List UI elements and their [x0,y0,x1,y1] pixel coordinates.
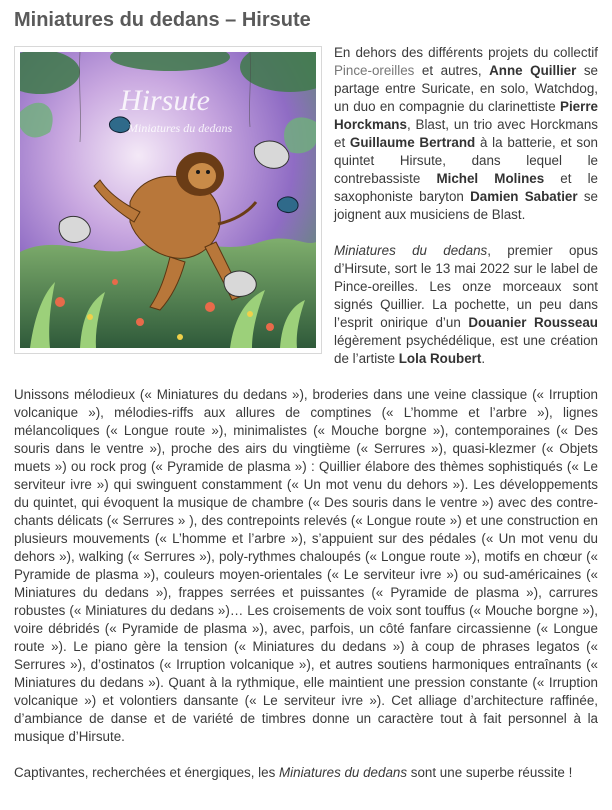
cover-album-name: Miniatures du dedans [128,121,233,135]
text-segment: En dehors des différents projets du collectif [334,45,598,60]
name-damien-sabatier: Damien Sabatier [470,189,578,204]
name-douanier-rousseau: Douanier Rousseau [468,315,598,330]
page-title: Miniatures du dedans – Hirsute [14,9,311,31]
name-michel-molines: Michel Molines [436,171,545,186]
text-segment: Captivantes, recherchées et énergiques, les [14,765,279,780]
name-anne-quillier: Anne Quillier [489,63,577,78]
name-lola-roubert: Lola Roubert [398,351,482,366]
conclusion-paragraph [14,764,598,782]
text-segment: . [481,351,486,366]
text-segment: et le saxophoniste baryton [334,171,598,204]
album-cover-illustration [20,52,316,348]
name-pierre-horckmans: Pierre Horckmans [334,99,598,132]
text-segment: sont une superbe réussite ! [407,765,573,780]
text-segment: à la batterie, et son quintet Hirsute, dans lequel le contrebassiste [334,135,598,186]
article-body [14,44,598,782]
name-guillaume-bertrand: Guillaume Bertrand [349,135,476,150]
text-segment: légèrement psychédélique, est une création de l’artiste [334,333,598,366]
pince-oreilles-link[interactable]: Pince-oreilles [334,63,415,78]
text-segment: se partage entre Suricate, en solo, Watchdog, un duo en compagnie du clarinettiste [334,63,599,114]
text-segment: , Blast, un trio avec Horckmans et [334,117,598,150]
text-segment: se joignent aux musiciens de Blast. [334,189,598,222]
review-paragraph: Unissons mélodieux (« Miniatures du dedans »), broderies dans une veine classique (« Irruption volcanique »), mélodies-riffs aux allures de comptines (« L’homme et l’arbre »), lignes mélancoliques (« Longue route »), minimalistes (« Mouche borgne »), contemporaines (« Des souris dans le ventre »), proche des airs du vingtième (« Serrures »), quasi-klezmer (« Objets muets ») ou rock prog (« Pyramide de plasma ») : Quillier élabore des thèmes sophistiqués (« Le serviteur ivre ») qui swinguent constamment (« Un mot venu du dehors »). Les développements du quintet, qui évoquent la musique de chambre (« Des souris dans le ventre ») avec des contre-chants délicats (« Serrures » ), des contrepoints relevés (« Longue route ») et une construction en plusieurs mouvements (« L’homme et l’arbre »), s’appuient sur des pédales (« Un mot venu du dehors »), walking (« Serrures »), poly-rythmes chaloupés (« Longue route »), motifs en chœur (« Pyramide de plasma »), couleurs moyen-orientales (« Le serviteur ivre ») ou sud-américaines (« Miniatures du dedans »), frappes serrées et puissantes (« Pyramide de plasma »), carrures robustes (« Miniatures du dedans »)… Les croisements de voix sont touffus (« Mouche borgne »), voire débridés (« Pyramide de plasma »), avec, parfois, un côté fanfare circassienne (« Longue route »). Le piano gère la tension (« Miniatures du dedans ») à coup de phrases legatos (« Serrures »), d’ostinatos (« Irruption volcanique »), et autres soutiens harmoniques entraînants (« Miniatures du dedans »). Quant à la rythmique, elle maintient une pression constante (« Irruption volcanique ») et volontiers dansante (« Le serviteur ivre »). Cet alliage d’architecture raffinée, d’ambiance de danse et de variété de timbres donne un caractère tout à fait personnel à la musique d’Hirsute. [14,387,598,744]
cover-band-name: Hirsute [120,84,210,117]
album-cover[interactable] [14,46,322,354]
album-title-italic: Miniatures du dedans [334,243,488,258]
album-title-italic: Miniatures du dedans [279,765,408,780]
text-segment: et autres, [414,63,490,78]
text-segment: , premier opus d’Hirsute, sort le 13 mai 2022 sur le label de Pince-oreilles. Les onze morceaux sont signés Quillier. La pochette, un peu dans l’esprit onirique d’un [334,243,598,330]
